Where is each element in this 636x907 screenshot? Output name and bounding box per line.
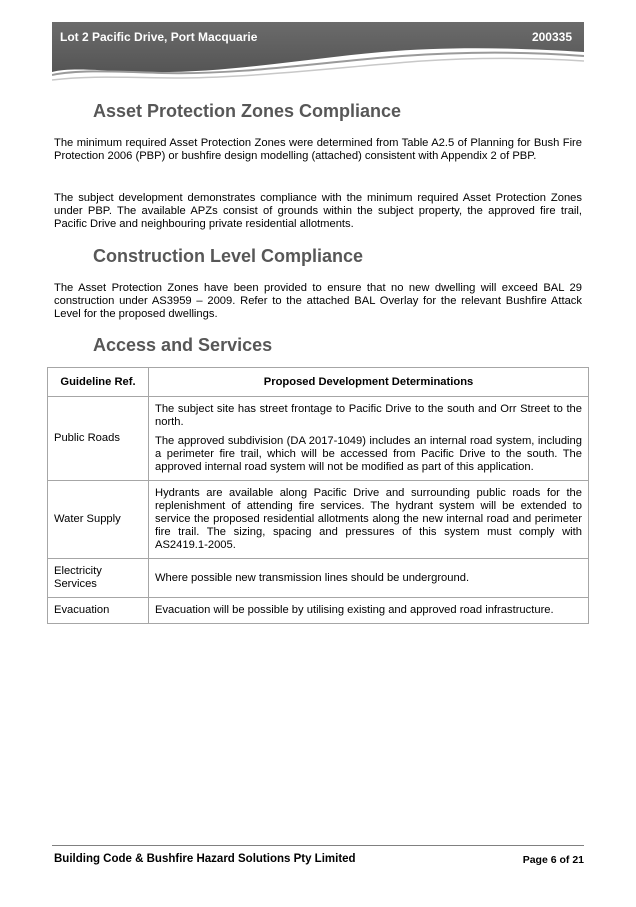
page-header — [52, 22, 584, 84]
heading-apz-compliance: Asset Protection Zones Compliance — [93, 101, 402, 121]
row-ref: Electricity Services — [48, 559, 149, 598]
row-determination — [149, 481, 589, 559]
table-row-water-supply — [48, 481, 589, 559]
footer-page-number: Page 6 of 21 — [522, 854, 584, 866]
row-determination — [149, 598, 589, 624]
row-ref: Evacuation — [48, 598, 149, 624]
row-determination — [149, 397, 589, 481]
column-header-determinations: Proposed Development Determinations — [149, 368, 589, 397]
row-text: Where possible new transmission lines should be underground. — [155, 571, 470, 584]
footer-company: Building Code & Bushfire Hazard Solutions Pty Limited — [54, 853, 356, 865]
table-row-public-roads — [48, 397, 589, 481]
header-job-number: 200335 — [531, 30, 572, 44]
table-header-row — [48, 368, 589, 397]
row-text: The approved subdivision (DA 2017-1049) includes an internal road system, including a perimeter fire trail, which will be accessed from Pacific Drive to the south. The approved internal road system will not be modified as part of this application. — [155, 435, 582, 473]
footer-divider — [52, 845, 584, 846]
row-ref: Public Roads — [48, 397, 149, 481]
heading-construction-compliance: Construction Level Compliance — [93, 246, 364, 266]
access-services-table — [47, 367, 589, 624]
header-title: Lot 2 Pacific Drive, Port Macquarie — [60, 30, 258, 44]
table-row-evacuation — [48, 598, 589, 624]
row-ref: Water Supply — [48, 481, 149, 559]
table-row-electricity-services — [48, 559, 589, 598]
apz-paragraph-2: The subject development demonstrates compliance with the minimum required Asset Protection Zones under PBP. The available APZs consist of grounds within the subject property, the approved fire trail, Pacific Drive and neighbouring private residential allotments. — [54, 192, 582, 230]
row-determination — [149, 559, 589, 598]
construction-paragraph: The Asset Protection Zones have been provided to ensure that no new dwelling will exceed BAL 29 construction under AS3959 – 2009. Refer to the attached BAL Overlay for the relevant Bushfire Attack Level for the proposed dwellings. — [54, 282, 582, 320]
heading-access-services: Access and Services — [93, 335, 273, 355]
column-header-guideline: Guideline Ref. — [48, 368, 149, 397]
row-text: Evacuation will be possible by utilising existing and approved road infrastructure. — [155, 604, 554, 616]
row-text: The subject site has street frontage to Pacific Drive to the south and Orr Street to the north. — [155, 403, 582, 428]
row-text: Hydrants are available along Pacific Drive and surrounding public roads for the replenishment of attending fire services. The hydrant system will be extended to service the proposed residential allotments along the new internal road and perimeter fire trail. The sizing, spacing and pressures of this system must comply with AS2419.1-2005. — [155, 487, 582, 551]
apz-paragraph-1: The minimum required Asset Protection Zones were determined from Table A2.5 of Planning for Bush Fire Protection 2006 (PBP) or bushfire design modelling (attached) consistent with Appendix 2 of PBP. — [54, 137, 582, 162]
